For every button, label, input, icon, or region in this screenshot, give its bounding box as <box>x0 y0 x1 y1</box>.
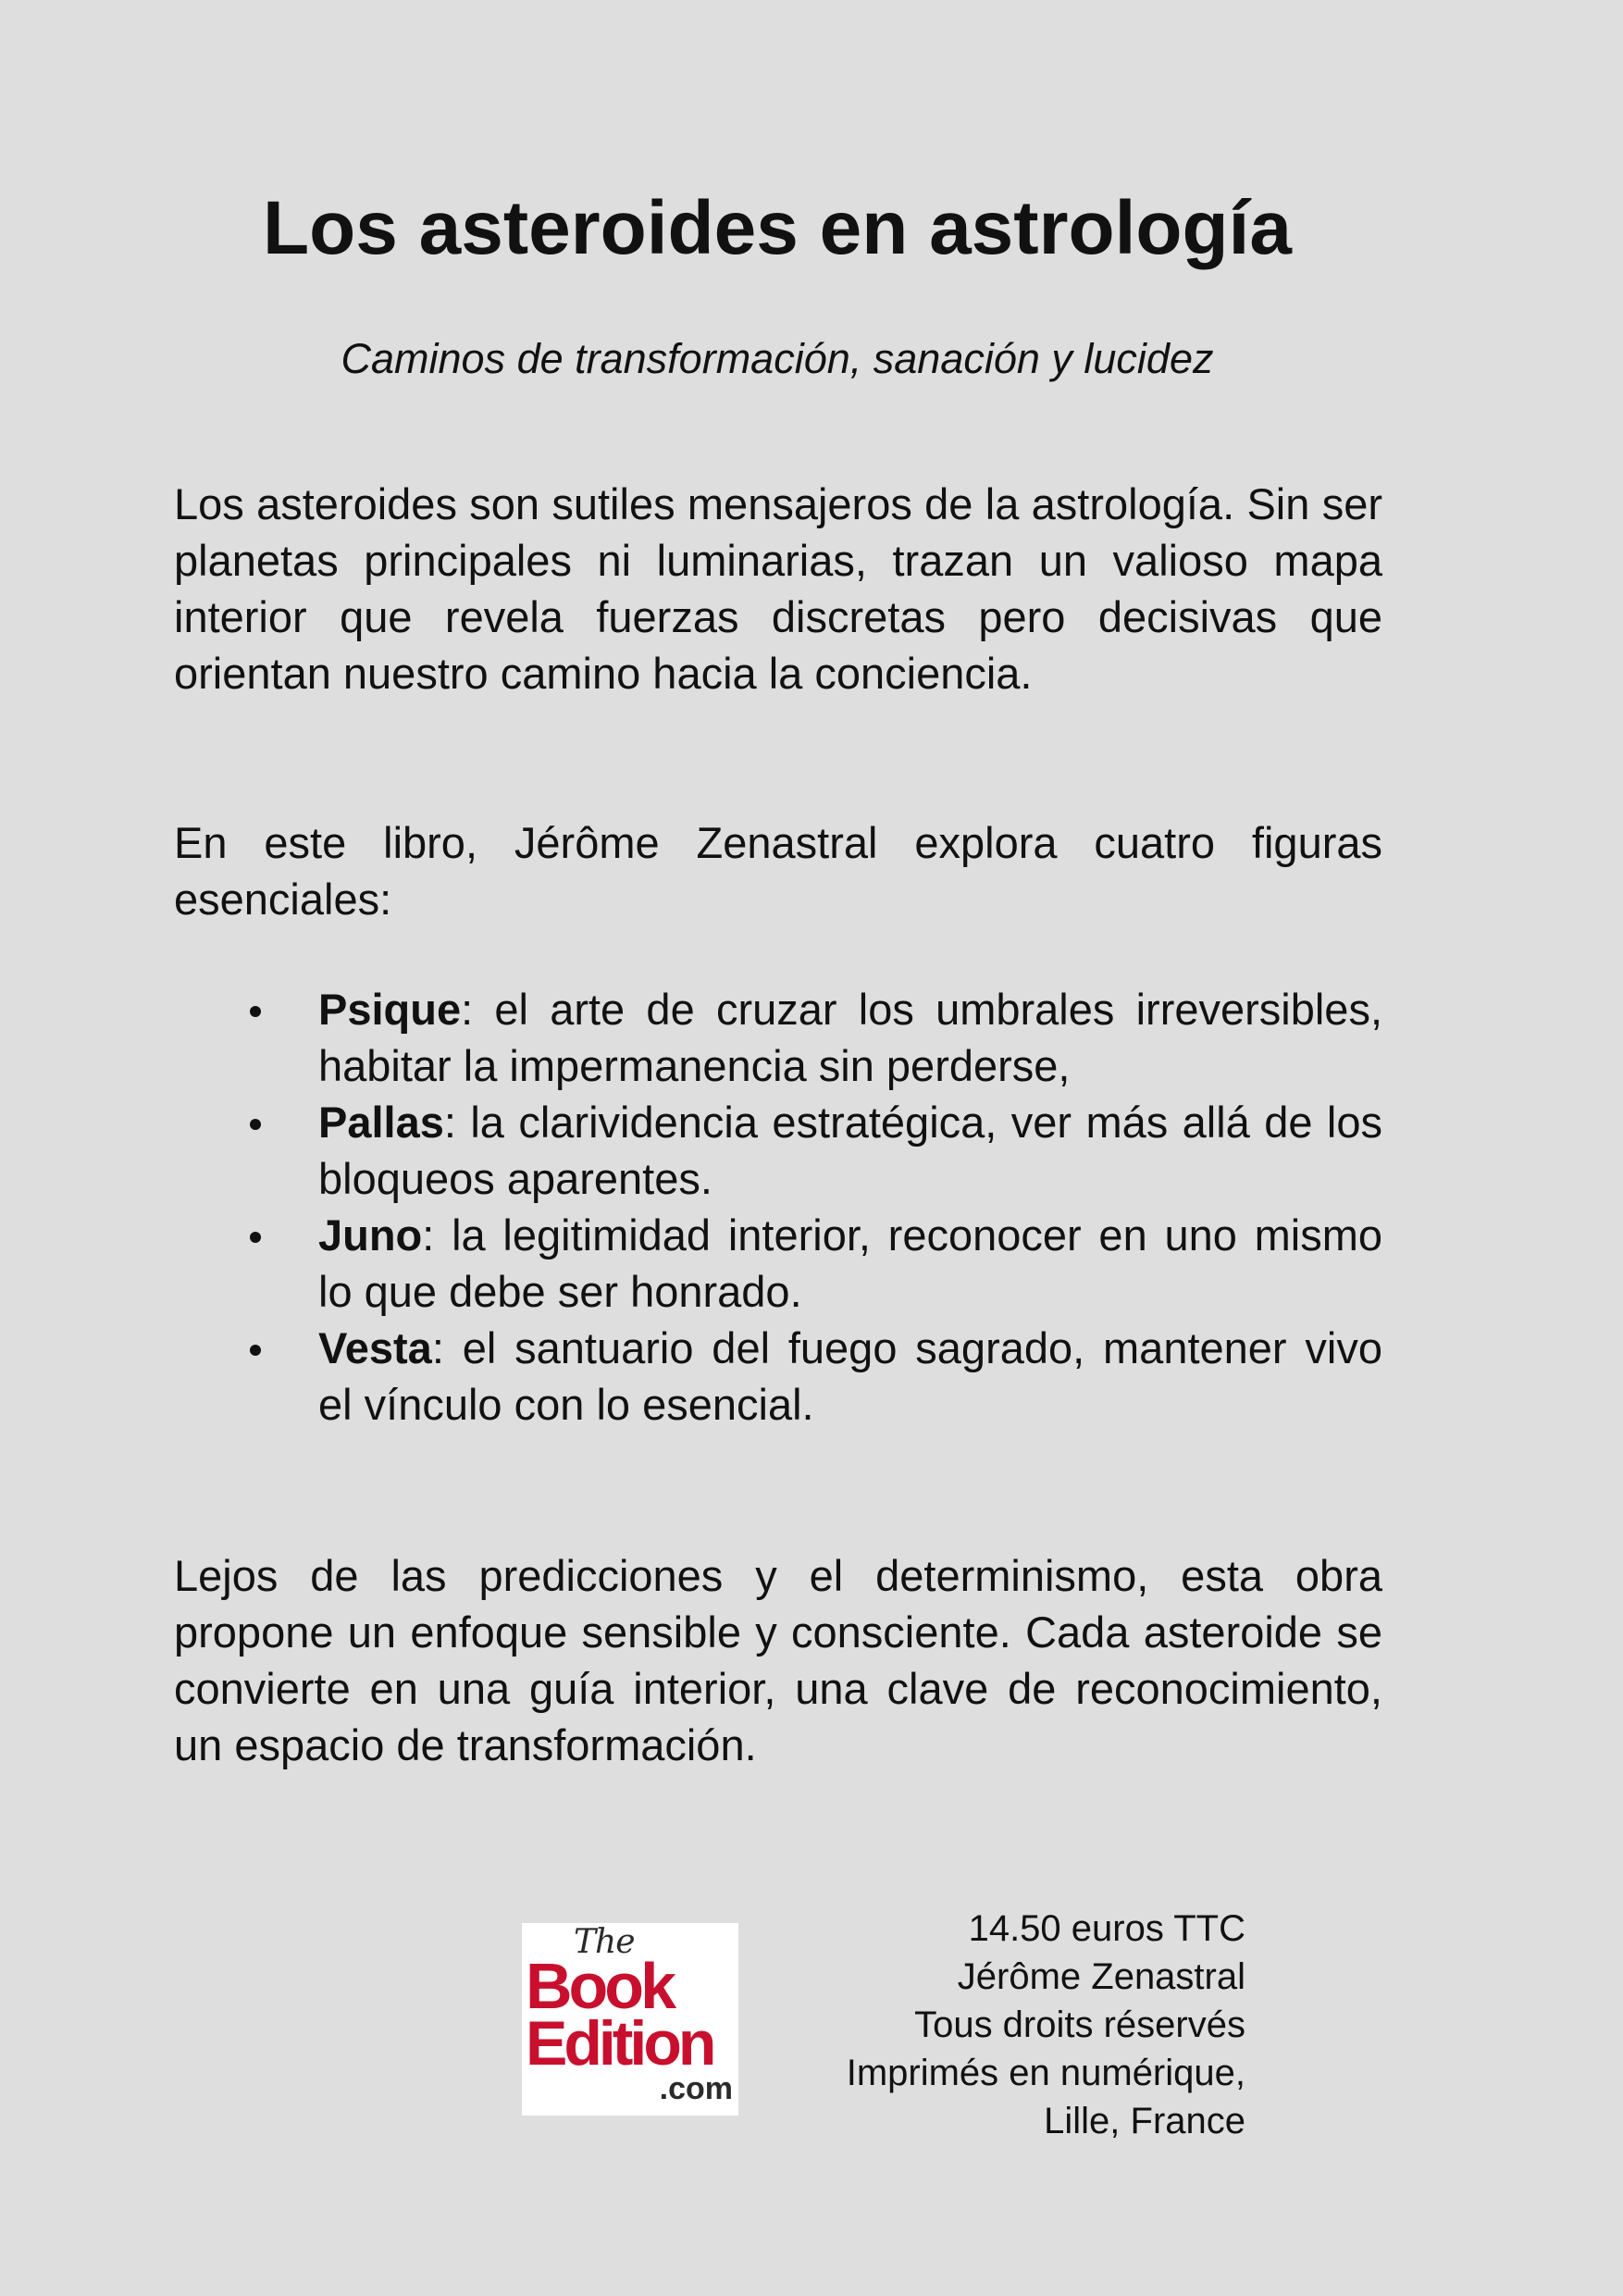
rights: Tous droits réservés <box>914 2004 1245 2045</box>
list-item <box>174 981 1382 1094</box>
logo-edition: Edition <box>526 2008 713 2079</box>
asteroid-list <box>174 981 1382 1433</box>
bullet-icon <box>250 1006 261 1017</box>
bullet-icon <box>250 1119 261 1130</box>
asteroid-name: Vesta <box>318 1323 432 1372</box>
asteroid-name: Psique <box>318 985 462 1034</box>
printing-note: Imprimés en numérique, <box>846 2053 1245 2093</box>
logo-dotcom: .com <box>659 2071 733 2106</box>
publisher-logo <box>522 1923 738 2116</box>
author: Jérôme Zenastral <box>957 1956 1245 1997</box>
bullet-icon <box>250 1345 261 1356</box>
asteroid-description: : el arte de cruzar los umbrales irreversibles, habitar la impermanencia sin perderse, <box>318 985 1382 1090</box>
asteroid-description: : la clarividencia estratégica, ver más allá de los bloqueos aparentes. <box>318 1098 1382 1203</box>
bullet-icon <box>250 1232 261 1243</box>
figures-intro-paragraph: En este libro, Jérôme Zenastral explora cuatro figuras esenciales: <box>174 818 1382 924</box>
closing-paragraph: Lejos de las predicciones y el determinismo, esta obra propone un enfoque sensible y consciente. Cada asteroide se convierte en una guía interior, una clave de reconocimiento, un espacio de transformación. <box>174 1551 1382 1769</box>
price: 14.50 euros TTC <box>968 1908 1245 1949</box>
asteroid-description: : la legitimidad interior, reconocer en uno mismo lo que debe ser honrado. <box>318 1210 1382 1316</box>
intro-paragraph: Los asteroides son sutiles mensajeros de la astrología. Sin ser planetas principales ni luminarias, trazan un valioso mapa interior que revela fuerzas discretas pero decisivas que orientan nuestro camino hacia la conciencia. <box>174 479 1382 698</box>
logo-book: Book <box>526 1950 673 2022</box>
asteroid-name: Pallas <box>318 1098 444 1147</box>
logo-the: The <box>574 1923 635 1961</box>
list-item <box>174 1320 1382 1433</box>
book-title: Los asteroides en astrología <box>263 186 1292 270</box>
asteroid-description: : el santuario del fuego sagrado, mantener vivo el vínculo con lo esencial. <box>318 1323 1382 1429</box>
list-item <box>174 1094 1382 1207</box>
book-subtitle: Caminos de transformación, sanación y lucidez <box>341 335 1214 382</box>
colophon <box>759 1905 1245 2145</box>
list-item <box>174 1207 1382 1320</box>
asteroid-name: Juno <box>318 1210 423 1260</box>
printing-location: Lille, France <box>1044 2101 1245 2141</box>
